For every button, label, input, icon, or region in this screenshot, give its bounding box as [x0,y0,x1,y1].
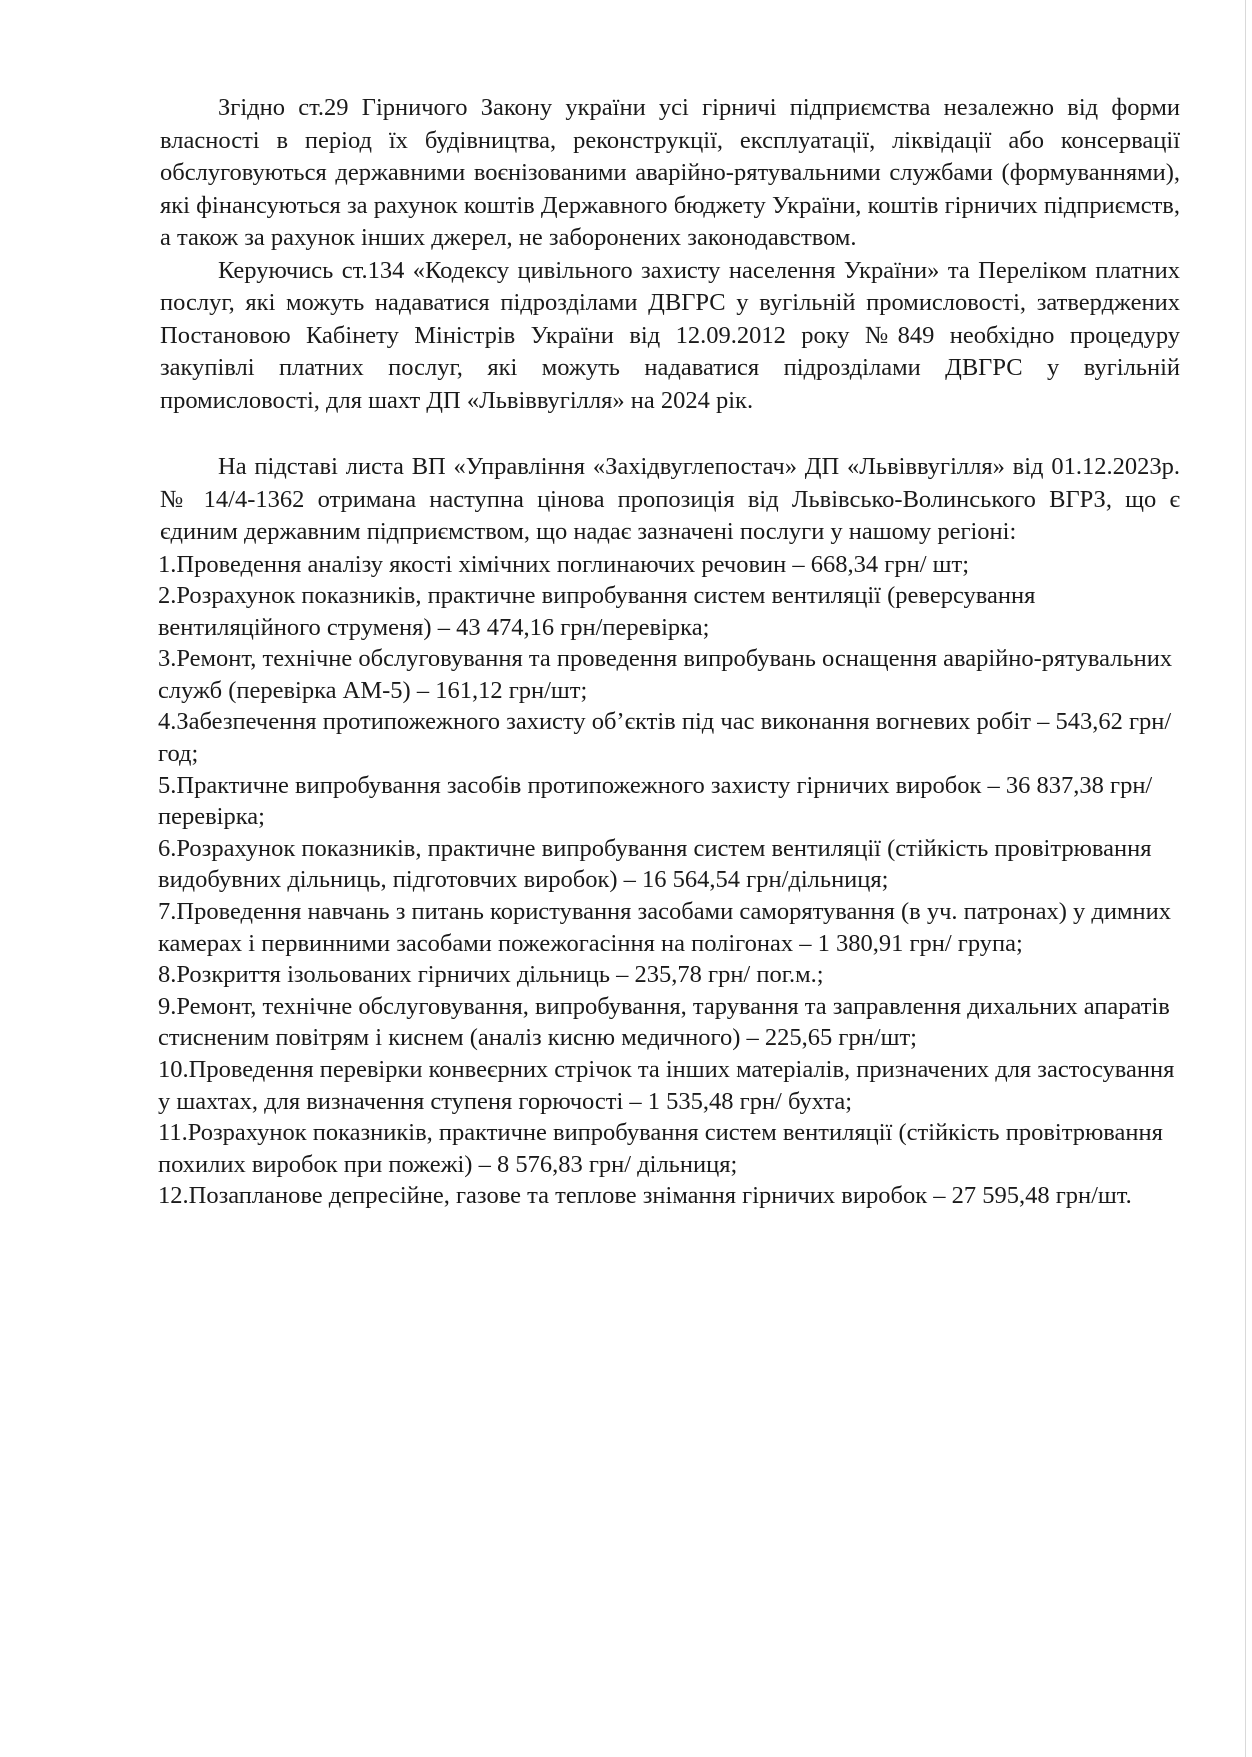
paragraph-gap [160,417,1180,451]
list-item: 1.Проведення аналізу якості хімічних поглинаючих речовин – 668,34 грн/ шт; [158,550,970,578]
list-item: 4.Забезпечення протипожежного захисту об’єктів під час виконання вогневих робіт – 543,62 грн/год; [158,708,1172,768]
list-item: 6.Розрахунок показників, практичне випробування систем вентиляції (стійкість провітрювання видобувних дільниць, підготовчих виробок) – 16 564,54 грн/дільниця; [158,834,1152,894]
list-item: 12.Позапланове депресійне, газове та теплове знімання гірничих виробок – 27 595,48 грн/шт. [158,1182,1132,1210]
list-item: 3.Ремонт, технічне обслуговування та проведення випробувань оснащення аварійно-рятувальних служб (перевірка АМ-5) – 161,12 грн/шт; [158,645,1173,704]
list-item: 8.Розкриття ізольованих гірничих дільниць – 235,78 грн/ пог.м.; [158,961,824,989]
list-item: 7.Проведення навчань з питань користування засобами саморятування (в уч. патронах) у димних камерах і первинними засобами пожежогасіння на полігонах – 1 380,91 грн/ група; [158,898,1171,957]
list-item: 5.Практичне випробування засобів протипожежного захисту гірничих виробок – 36 837,38 грн/перевірка; [158,771,1153,831]
list-item: 11.Розрахунок показників, практичне випробування систем вентиляції (стійкість провітрювання похилих виробок при пожежі) – 8 576,83 грн/ дільниця; [158,1119,1163,1178]
paragraph-price-offer: На підставі листа ВП «Управління «Західвуглепостач» ДП «Львіввугілля» від 01.12.2023р. № 14/4-1362 отримана наступна цінова пропозиція від Львівсько-Волинського ВГРЗ, що є єдиним державним підприємством, що надає зазначені послуги у нашому регіоні: [160,453,1180,545]
paragraph-civil-protection-code: Керуючись ст.134 «Кодексу цивільного захисту населення України» та Переліком платних послуг, які можуть надаватися підрозділами ДВГРС у вугільній промисловості, затверджених Постановою Кабінету Міністрів України від 12.09.2012 року №849 необхідно процедуру закупівлі платних послуг, які можуть надаватися підрозділами ДВГРС у вугільній промисловості, для шахт ДП «Львіввугілля» на 2024 рік. [160,256,1180,414]
list-item: 2.Розрахунок показників, практичне випробування систем вентиляції (реверсування вентиляційного струменя) – 43 474,16 грн/перевірка; [158,582,1036,641]
paragraph-mining-law: Згідно ст.29 Гірничого Закону україни усі гірничі підприємства незалежно від форми власності в період їх будівництва, реконструкції, експлуатації, ліквідації або консервації обслуговуються державними воєнізованими аварійно-рятувальними службами (формуваннями), які фінансуються за рахунок коштів Державного бюджету України, коштів гірничих підприємств, а також за рахунок інших джерел, не заборонених законодавством. [160,94,1180,251]
list-item: 10.Проведення перевірки конвеєрних стрічок та інших матеріалів, призначених для застосування у шахтах, для визначення ступеня горючості – 1 535,48 грн/ бухта; [158,1056,1175,1115]
list-item: 9.Ремонт, технічне обслуговування, випробування, тарування та заправлення дихальних апаратів стисненим повітрям і киснем (аналіз кисню медичного) – 225,65 грн/шт; [158,992,1170,1052]
price-list [158,549,1180,1212]
